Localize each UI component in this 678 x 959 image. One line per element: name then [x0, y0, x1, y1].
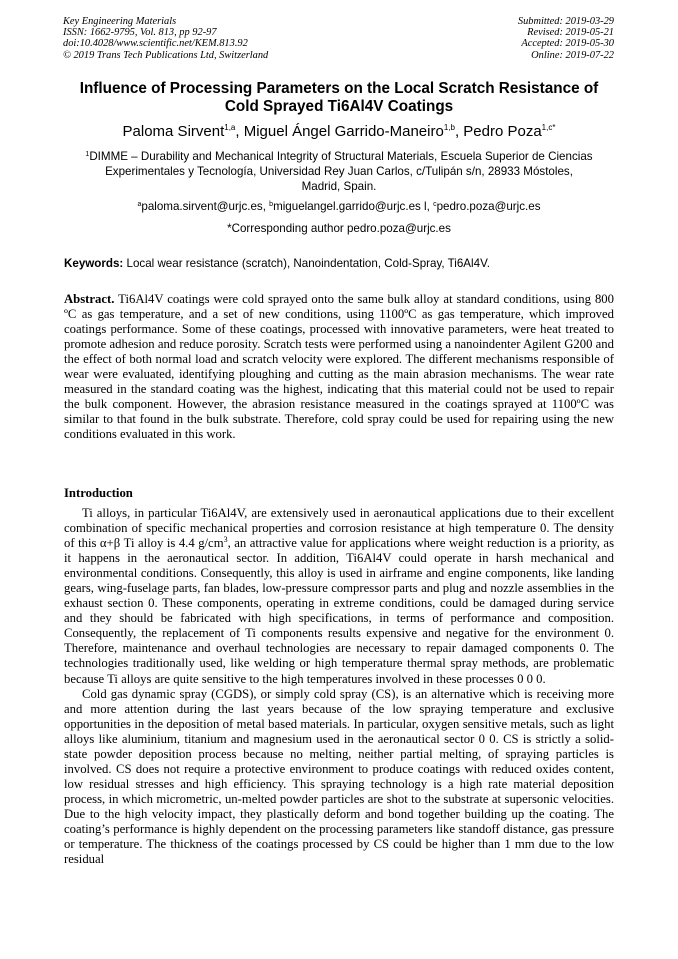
- journal-header: [63, 16, 268, 61]
- author-separator: ,: [454, 123, 464, 140]
- title-line: Influence of Processing Parameters on the Local Scratch Resistance of: [79, 80, 599, 97]
- affiliation-line: DIMME – Durability and Mechanical Integrity of Structural Materials, Escuela Superior de Ciencias: [89, 150, 593, 163]
- journal-name: Key Engineering Materials: [63, 16, 177, 27]
- accepted-date: Accepted: 2019-05-30: [521, 38, 614, 50]
- abstract-text: Ti6Al4V coatings were cold sprayed onto the same bulk alloy at standard conditions, using 800 ºC as gas temperature, and a set of new conditions, using 1100ºC as gas temperature, which improved coatings performance. Some of these coatings, processed with innovative parameters, were heat treated to promote adhesion and reduce porosity. Scratch tests were performed using a nanoindenter Agilent G200 and the effect of both normal load and scratch velocity were explored. The different mechanisms responsible of wear were evaluated, identifying ploughing and cutting as the main abrasion mechanisms. The wear rate measured in the standard coating was the highest, indicating that this material could not be used to repair the bulk component. However, the abrasion resistance measured in the coatings sprayed at 1100ºC was similar to that found in the bulk substrate. Therefore, cold spray could be used for repairing using the new conditions evaluated in this work.: [64, 292, 614, 442]
- author-separator: ,: [235, 123, 244, 140]
- email-link[interactable]: pedro.poza@urjc.es: [436, 200, 541, 213]
- superscript: 3: [223, 535, 228, 545]
- online-date: Online: 2019-07-22: [531, 49, 614, 61]
- author-list: [40, 123, 638, 141]
- email-mark: a: [137, 201, 142, 208]
- corresponding-author: *Corresponding author pedro.poza@urjc.es: [227, 222, 451, 235]
- author-name: Pedro Poza: [463, 123, 542, 140]
- copyright: © 2019 Trans Tech Publications Ltd, Switzerland: [63, 49, 269, 61]
- author-affiliation-mark: 1,b: [443, 123, 455, 132]
- paragraph-text: Ti alloys, in particular Ti6Al4V, are extensively used in aeronautical applications due to their excellent combination of specific mechanical properties and corrosion resistance at high temperature 0. The density of this α+β Ti alloy is 4.4 g/cm: [64, 506, 614, 551]
- keywords: [64, 256, 616, 271]
- affiliation: [60, 149, 618, 194]
- paragraph: Cold gas dynamic spray (CGDS), or simply cold spray (CS), is an alternative which is receiving more and more attention during the last years because of the low spraying temperature and exclusive opportunities in the deposition of metal based materials. In particular, oxygen sensitive metals, such as light alloys like aluminium, titanium and magnesium used in the aeronautical sector 0 0. CS is strictly a solid-state powder deposition process because no melting, neither partial melting, of spraying particles is involved. CS does not require a protective environment to produce coatings with reduced oxides content, low residual stresses and high efficiency. This spraying technology is a high rate material deposition process, in which micrometric, un-melted powder particles are shot to the substrate at supersonic velocities. Due to the high velocity impact, they plastically deform and bond together building up the coating. The coating’s performance is highly dependent on the processing parameters like standoff distance, gas pressure or temperature. The thickness of the coatings processed by CS could be higher than 1 mm due to the low residual: [64, 686, 614, 867]
- introduction-body: [64, 506, 614, 867]
- keywords-text: Local wear resistance (scratch), Nanoindentation, Cold-Spray, Ti6Al4V.: [123, 257, 490, 270]
- issn: ISSN: 1662-9795, Vol. 813, pp 92-97: [63, 27, 217, 39]
- affiliation-line: Experimentales y Tecnología, Universidad Rey Juan Carlos, c/Tulipán s/n, 28933 Móstoles,: [105, 165, 573, 178]
- abstract-label: Abstract.: [64, 292, 115, 306]
- author-affiliation-mark: 1,a: [224, 123, 236, 132]
- keywords-label: Keywords:: [64, 257, 124, 270]
- author-emails: [60, 199, 618, 214]
- section-heading-introduction: Introduction: [64, 486, 133, 500]
- paragraph-text: , an attractive value for applications where weight reduction is a priority, as it happens in the aeronautical sector. In addition, Ti6Al4V could operate in harsh mechanical and environmental conditions. Consequently, this alloy is used in airframe and engine components, like landing gears, wing-fuselage parts, fan blades, low-pressure compressor parts and plug and nozzle assemblies in the exhaust section 0. These components, operating in extreme conditions, could be damaged during service and they should be fabricated with high specifications, in terms of performance and composition. Consequently, the replacement of Ti components results expensive and negative for the environment 0. Therefore, maintenance and overhaul technologies are necessary to repair damaged components 0. The technologies traditionally used, like welding or high temperature thermal spray methods, are problematic because Ti alloys are quite sensitive to the high temperatures involved in these processes 0 0 0.: [64, 536, 615, 686]
- email-mark: b: [269, 201, 274, 208]
- email-link[interactable]: paloma.sirvent@urjc.es,: [141, 200, 270, 213]
- doi: doi:10.4028/www.scientific.net/KEM.813.92: [63, 38, 248, 50]
- author-name: Paloma Sirvent: [122, 123, 225, 140]
- email-mark: c: [433, 201, 437, 208]
- affiliation-mark: 1: [85, 151, 90, 158]
- paragraph: [64, 506, 614, 687]
- dates-header: [518, 16, 614, 61]
- abstract: [64, 292, 614, 442]
- affiliation-line: Madrid, Spain.: [301, 180, 377, 193]
- author-name: Miguel Ángel Garrido-Maneiro: [243, 123, 444, 140]
- title-line: Cold Sprayed Ti6Al4V Coatings: [224, 98, 454, 115]
- author-affiliation-mark: 1,c*: [541, 123, 556, 132]
- submitted-date: Submitted: 2019-03-29: [517, 16, 614, 27]
- email-link[interactable]: miguelangel.garrido@urjc.es l,: [273, 200, 434, 213]
- revised-date: Revised: 2019-05-21: [527, 27, 614, 39]
- paper-title: [50, 80, 628, 116]
